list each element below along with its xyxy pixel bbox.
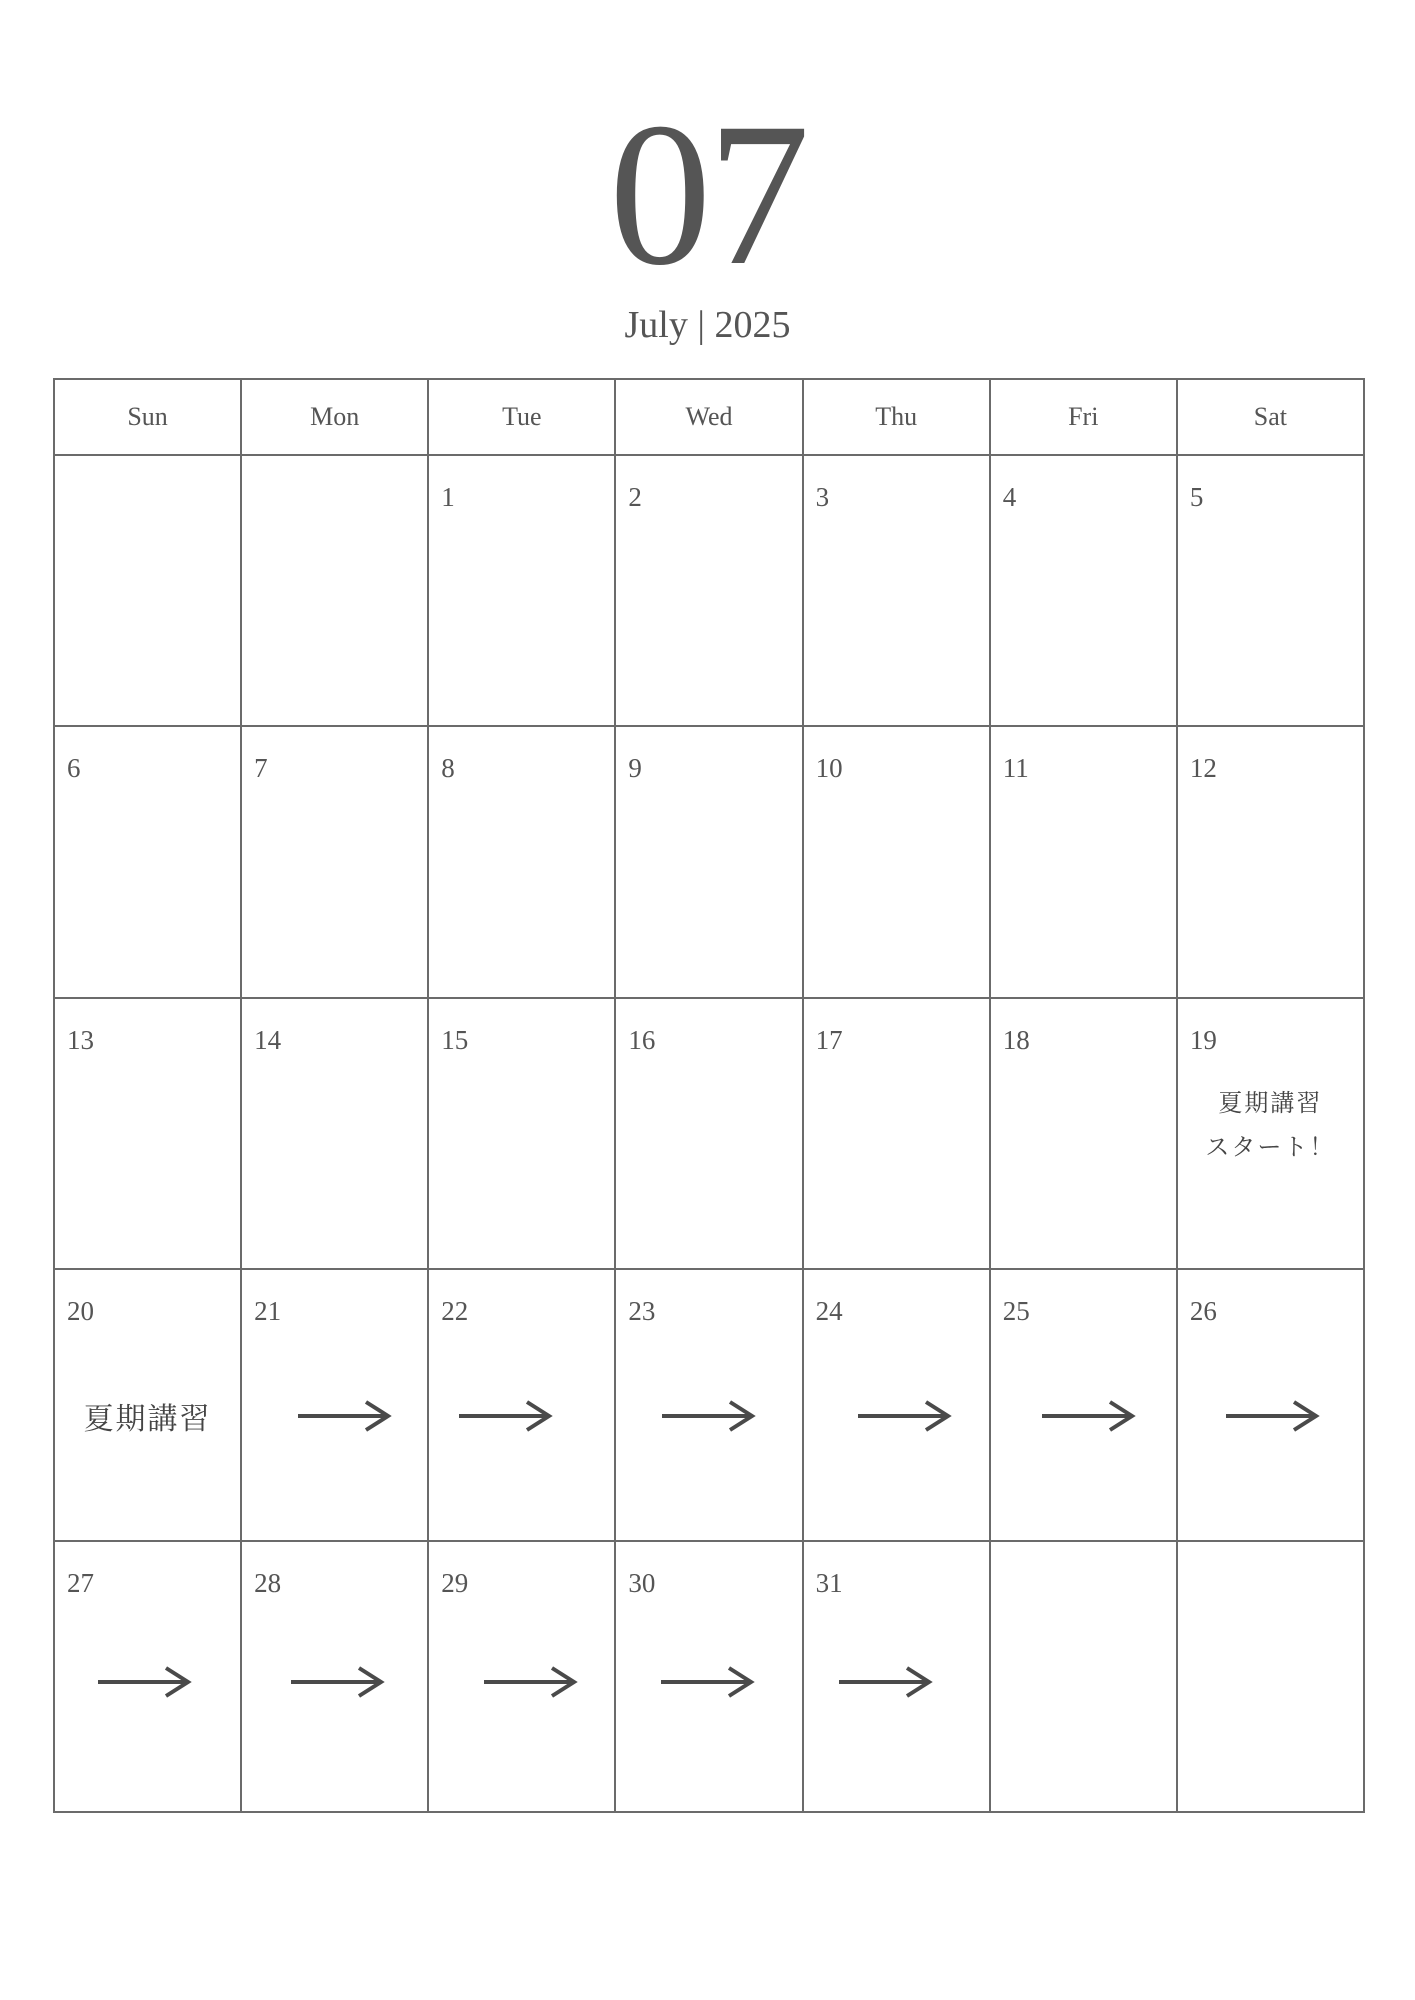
arrow-right-icon bbox=[834, 1664, 936, 1700]
event-note-line: 夏期講習 bbox=[1218, 1088, 1323, 1117]
day-number: 25 bbox=[1002, 1296, 1030, 1327]
month-name: July bbox=[624, 304, 688, 346]
arrow-right-icon bbox=[479, 1664, 581, 1700]
day-number: 9 bbox=[628, 753, 642, 784]
day-cell bbox=[429, 1270, 616, 1541]
day-cell bbox=[991, 999, 1178, 1270]
day-number: 22 bbox=[441, 1296, 469, 1327]
day-number: 2 bbox=[628, 482, 642, 512]
day-number: 28 bbox=[254, 1567, 282, 1598]
day-cell-empty bbox=[242, 456, 429, 727]
day-number: 4 bbox=[1002, 482, 1017, 512]
day-number: 6 bbox=[67, 753, 81, 784]
day-cell bbox=[55, 1270, 242, 1541]
day-cell bbox=[429, 456, 616, 727]
day-number: 3 bbox=[815, 482, 830, 512]
day-cell bbox=[616, 727, 803, 998]
day-number: 23 bbox=[628, 1296, 656, 1327]
day-cell-empty bbox=[1178, 1542, 1365, 1813]
day-cell bbox=[242, 999, 429, 1270]
weekday-header-wed: Wed bbox=[616, 380, 803, 456]
day-number: 26 bbox=[1189, 1296, 1217, 1327]
arrow-right-icon bbox=[1224, 1398, 1320, 1434]
event-note-line: スタート！ bbox=[1205, 1132, 1336, 1161]
arrow-right-icon bbox=[660, 1398, 756, 1434]
day-number: 20 bbox=[67, 1296, 94, 1327]
day-cell bbox=[1178, 456, 1365, 727]
day-cell bbox=[804, 456, 991, 727]
arrow-right-icon bbox=[656, 1664, 758, 1700]
day-cell bbox=[991, 727, 1178, 998]
day-cell bbox=[429, 999, 616, 1270]
day-number: 1 bbox=[441, 482, 455, 512]
day-number: 19 bbox=[1189, 1024, 1217, 1055]
weekday-header-tue: Tue bbox=[429, 380, 616, 456]
weekday-header-sun: Sun bbox=[55, 380, 242, 456]
day-cell bbox=[55, 1542, 242, 1813]
day-number: 7 bbox=[254, 753, 268, 784]
day-number: 15 bbox=[441, 1024, 469, 1055]
arrow-right-icon bbox=[856, 1398, 952, 1434]
day-cell bbox=[429, 727, 616, 998]
event-note: 夏期講習 bbox=[83, 1402, 212, 1438]
day-cell bbox=[616, 456, 803, 727]
arrow-right-icon bbox=[286, 1664, 388, 1700]
day-number: 17 bbox=[815, 1024, 843, 1055]
day-cell bbox=[991, 456, 1178, 727]
day-number: 11 bbox=[1002, 753, 1029, 784]
day-number: 31 bbox=[815, 1567, 843, 1598]
month-number: 07 bbox=[609, 81, 806, 308]
weekday-header-sat: Sat bbox=[1178, 380, 1365, 456]
day-cell bbox=[616, 1270, 803, 1541]
day-number: 30 bbox=[628, 1567, 656, 1598]
day-cell bbox=[804, 1542, 991, 1813]
day-number: 21 bbox=[254, 1296, 282, 1327]
weekday-header-mon: Mon bbox=[242, 380, 429, 456]
day-cell bbox=[1178, 1270, 1365, 1541]
day-cell bbox=[55, 999, 242, 1270]
day-cell bbox=[616, 1542, 803, 1813]
day-cell bbox=[991, 1270, 1178, 1541]
day-cell bbox=[804, 727, 991, 998]
day-number: 16 bbox=[628, 1024, 656, 1055]
day-cell bbox=[242, 1270, 429, 1541]
day-cell bbox=[242, 1542, 429, 1813]
day-number: 12 bbox=[1189, 753, 1217, 784]
day-number: 5 bbox=[1189, 482, 1204, 512]
day-cell bbox=[242, 727, 429, 998]
day-cell bbox=[804, 999, 991, 1270]
day-number: 13 bbox=[67, 1024, 94, 1055]
arrow-right-icon bbox=[93, 1664, 195, 1700]
day-number: 14 bbox=[254, 1024, 282, 1055]
arrow-right-icon bbox=[1040, 1398, 1136, 1434]
day-cell bbox=[616, 999, 803, 1270]
day-cell bbox=[55, 727, 242, 998]
day-number: 18 bbox=[1002, 1024, 1030, 1055]
day-cell bbox=[1178, 999, 1365, 1270]
day-number: 8 bbox=[441, 753, 455, 784]
calendar-grid bbox=[53, 378, 1365, 1813]
arrow-right-icon bbox=[457, 1398, 553, 1434]
day-number: 10 bbox=[815, 753, 843, 784]
day-cell bbox=[804, 1270, 991, 1541]
day-number: 27 bbox=[67, 1567, 94, 1598]
arrow-right-icon bbox=[296, 1398, 392, 1434]
weekday-header-fri: Fri bbox=[991, 380, 1178, 456]
month-year-subtitle bbox=[0, 302, 1415, 348]
day-number: 24 bbox=[815, 1296, 843, 1327]
day-cell bbox=[1178, 727, 1365, 998]
event-note bbox=[1178, 1081, 1363, 1169]
separator: | bbox=[697, 304, 705, 346]
year: 2025 bbox=[714, 304, 791, 346]
day-cell-empty bbox=[991, 1542, 1178, 1813]
day-cell-empty bbox=[55, 456, 242, 727]
day-number: 29 bbox=[441, 1567, 469, 1598]
day-cell bbox=[429, 1542, 616, 1813]
weekday-header-thu: Thu bbox=[804, 380, 991, 456]
